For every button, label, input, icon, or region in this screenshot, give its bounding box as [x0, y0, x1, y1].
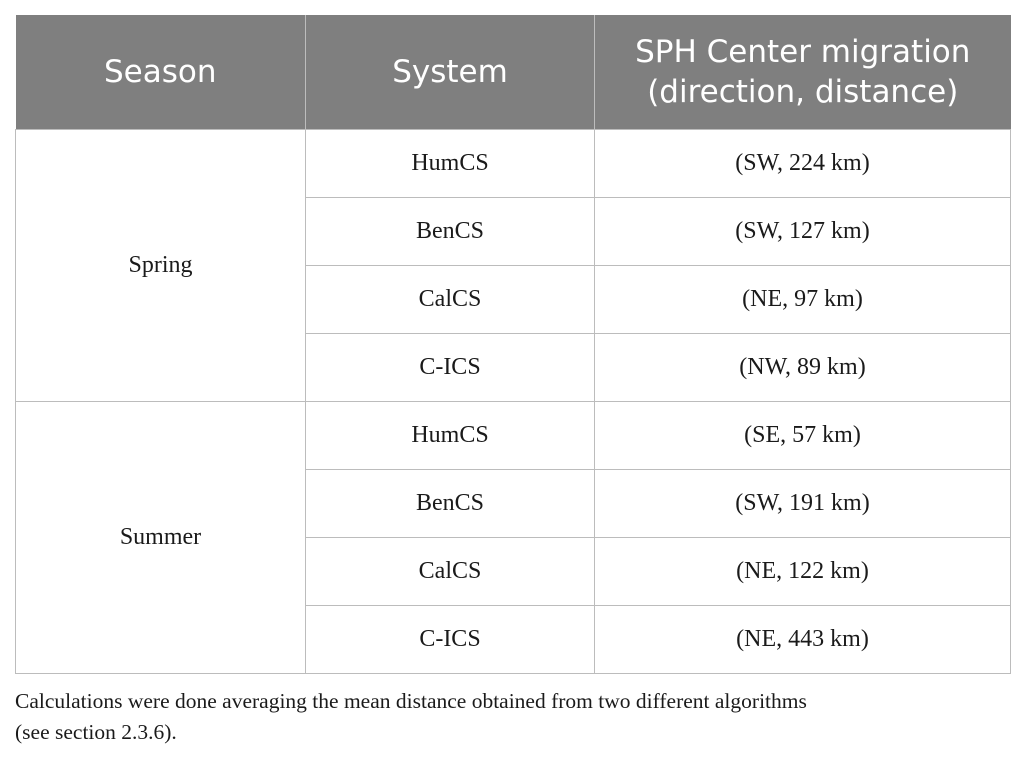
season-cell-spring: Spring [16, 130, 306, 402]
system-cell: CalCS [306, 266, 595, 334]
migration-cell: (NE, 443 km) [595, 606, 1011, 674]
system-cell: C-ICS [306, 606, 595, 674]
table-caption [15, 686, 1015, 748]
document [15, 15, 1010, 748]
header-season: Season [16, 15, 306, 130]
table-row [16, 402, 1011, 470]
migration-cell: (SW, 191 km) [595, 470, 1011, 538]
system-cell: BenCS [306, 470, 595, 538]
migration-cell: (NE, 122 km) [595, 538, 1011, 606]
system-cell: CalCS [306, 538, 595, 606]
header-row [16, 15, 1011, 130]
migration-cell: (NW, 89 km) [595, 334, 1011, 402]
system-cell: HumCS [306, 130, 595, 198]
header-system: System [306, 15, 595, 130]
migration-cell: (NE, 97 km) [595, 266, 1011, 334]
system-cell: C-ICS [306, 334, 595, 402]
table-row [16, 130, 1011, 198]
migration-cell: (SW, 127 km) [595, 198, 1011, 266]
caption-line1: Calculations were done averaging the mean distance obtained from two different algorithms [15, 689, 807, 713]
migration-table [15, 15, 1011, 674]
header-migration-line2: (direction, distance) [647, 74, 959, 110]
caption-line2: (see section 2.3.6). [15, 720, 177, 744]
migration-cell: (SE, 57 km) [595, 402, 1011, 470]
system-cell: BenCS [306, 198, 595, 266]
migration-cell: (SW, 224 km) [595, 130, 1011, 198]
system-cell: HumCS [306, 402, 595, 470]
header-migration-line1: SPH Center migration [635, 34, 971, 70]
season-cell-summer: Summer [16, 402, 306, 674]
header-migration [595, 15, 1011, 130]
